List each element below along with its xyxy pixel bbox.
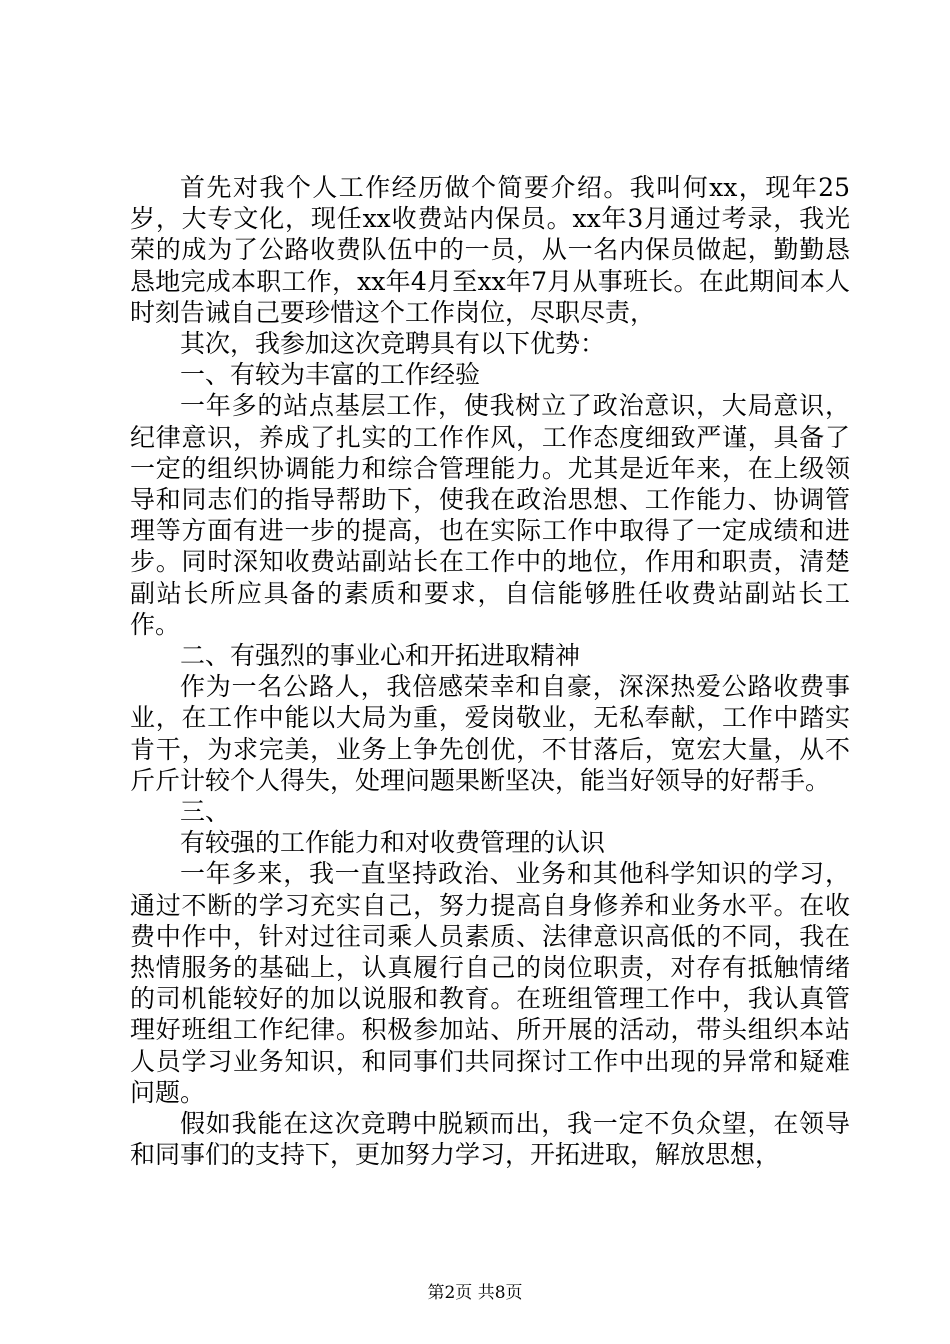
paragraph-closing: 假如我能在这次竞聘中脱颖而出，我一定不负众望，在领导和同事们的支持下，更加努力学习，开拓进取，解放思想， [130, 1109, 850, 1170]
heading-three-number: 三、 [180, 797, 231, 827]
heading-one: 一、有较为丰富的工作经验 [180, 360, 481, 390]
heading-two: 二、有强烈的事业心和开拓进取精神 [180, 641, 581, 671]
paragraph-dedication: 作为一名公路人，我倍感荣幸和自豪，深深热爱公路收费事业，在工作中能以大局为重，爱岗敬业，无私奉献，工作中踏实肯干，为求完美，业务上争先创优，不甘落后，宽宏大量，从不斤斤计较个人得失，处理问题果断坚决，能当好领导的好帮手。 [130, 672, 850, 795]
paragraph-intro: 首先对我个人工作经历做个简要介绍。我叫何xx，现年25岁，大专文化，现任xx收费站内保员。xx年3月通过考录，我光荣的成为了公路收费队伍中的一员，从一名内保员做起，勤勤恳恳地完成本职工作，xx年4月至xx年7月从事班长。在此期间本人时刻告诫自己要珍惜这个工作岗位，尽职尽责， [130, 173, 850, 327]
page-footer: 第2页 共8页 [427, 1283, 523, 1303]
heading-three: 有较强的工作能力和对收费管理的认识 [180, 828, 606, 858]
paragraph-advantages-lead: 其次，我参加这次竞聘具有以下优势： [180, 329, 606, 359]
paragraph-experience: 一年多的站点基层工作，使我树立了政治意识，大局意识，纪律意识，养成了扎实的工作作风，工作态度细致严谨，具备了一定的组织协调能力和综合管理能力。尤其是近年来，在上级领导和同志们的指导帮助下，使我在政治思想、工作能力、协调管理等方面有进一步的提高，也在实际工作中取得了一定成绩和进步。同时深知收费站副站长在工作中的地位，作用和职责，清楚副站长所应具备的素质和要求，自信能够胜任收费站副站长工作。 [130, 391, 850, 639]
paragraph-ability: 一年多来，我一直坚持政治、业务和其他科学知识的学习，通过不断的学习充实自己，努力提高自身修养和业务水平。在收费中作中，针对过往司乘人员素质、法律意识高低的不同，我在热情服务的基础上，认真履行自己的岗位职责，对存有抵触情绪的司机能较好的加以说服和教育。在班组管理工作中，我认真管理好班组工作纪律。积极参加站、所开展的活动，带头组织本站人员学习业务知识，和同事们共同探讨工作中出现的异常和疑难问题。 [130, 859, 850, 1107]
document-body [130, 172, 850, 1171]
